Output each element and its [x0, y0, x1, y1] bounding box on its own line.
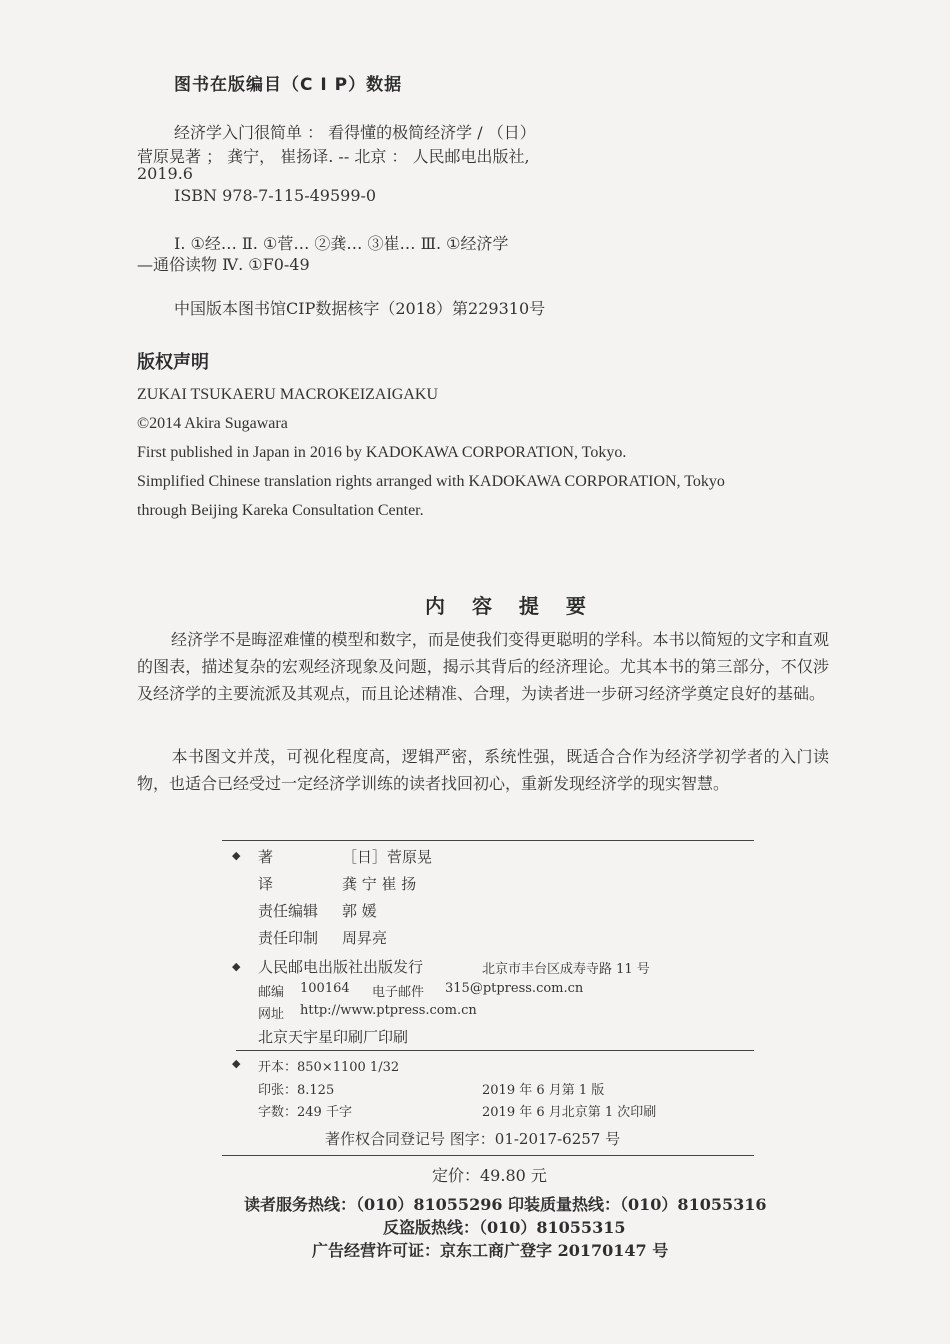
- info-middle-rule: [236, 1050, 754, 1051]
- cip-line-3: 2019.6: [137, 164, 193, 183]
- cip-classification-2: —通俗读物 Ⅳ. ①F0-49: [137, 255, 310, 274]
- email-label: 电子邮件: [372, 985, 425, 1000]
- editor-label: 责任编辑: [258, 902, 319, 920]
- book-format: 开本：850×1100 1/32: [258, 1060, 400, 1075]
- printed-sheets: 印张：8.125: [258, 1083, 335, 1098]
- info-bottom-rule: [222, 1155, 754, 1156]
- copyright-line: Simplified Chinese translation rights arranged with KADOKAWA CORPORATION, Tokyo: [137, 473, 725, 490]
- publisher: 人民邮电出版社出版发行: [258, 958, 424, 976]
- printing-manager-value: 周昇亮: [342, 929, 388, 947]
- anti-piracy-hotline: 反盗版热线：（010）81055315: [383, 1218, 626, 1237]
- cip-isbn: ISBN 978-7-115-49599-0: [174, 186, 377, 205]
- email-value: 315@ptpress.com.cn: [445, 981, 584, 996]
- info-top-rule: [222, 840, 754, 841]
- translator-label: 译: [258, 875, 274, 893]
- copyright-line: ©2014 Akira Sugawara: [137, 415, 288, 432]
- cip-title: 图书在版编目（C I P）数据: [174, 75, 403, 95]
- editor-value: 郭 媛: [342, 902, 377, 920]
- copyright-line: ZUKAI TSUKAERU MACROKEIZAIGAKU: [137, 386, 439, 403]
- website-value: http://www.ptpress.com.cn: [300, 1003, 477, 1018]
- author-label: 著: [258, 848, 274, 866]
- cip-line-1: 经济学入门很简单 ： 看得懂的极简经济学 / （日）: [174, 123, 536, 142]
- word-count: 字数：249 千字: [258, 1105, 352, 1120]
- printer: 北京天宇星印刷厂印刷: [258, 1028, 409, 1046]
- website-label: 网址: [258, 1007, 285, 1022]
- summary-heading: 内 容 提 要: [425, 594, 596, 618]
- diamond-bullet-icon: ◆: [232, 849, 241, 862]
- summary-paragraph-2-text: 本书图文并茂，可视化程度高，逻辑严密，系统性强，既适合合作为经济学初学者的入门读物，也适合已经受过一定经济学训练的读者找回初心，重新发现经济学的现实智慧。: [137, 747, 829, 793]
- copyright-line: through Beijing Kareka Consultation Center.: [137, 502, 424, 519]
- cip-classification-1: Ⅰ. ①经… Ⅱ. ①菅… ②龚… ③崔… Ⅲ. ①经济学: [174, 234, 509, 253]
- reader-hotlines: 读者服务热线：（010）81055296 印装质量热线：（010）81055316: [244, 1195, 767, 1214]
- price: 定价：49.80 元: [432, 1166, 547, 1185]
- summary-paragraph-2: [137, 743, 829, 797]
- postcode-label: 邮编: [258, 985, 285, 1000]
- summary-paragraph-1-text: 经济学不是晦涩难懂的模型和数字，而是使我们变得更聪明的学科。本书以简短的文字和直观的图表，描述复杂的宏观经济现象及问题，揭示其背后的经济理论。尤其本书的第三部分，不仅涉及经济学的主要流派及其观点，而且论述精准、合理，为读者进一步研习经济学奠定良好的基础。: [137, 630, 829, 703]
- summary-paragraph-1: [137, 626, 829, 707]
- copyright-heading: 版权声明: [137, 352, 209, 373]
- postcode-value: 100164: [300, 981, 350, 996]
- cip-library-number: 中国版本图书馆CIP数据核字（2018）第229310号: [174, 299, 546, 318]
- advertising-license: 广告经营许可证：京东工商广登字 20170147 号: [312, 1241, 669, 1260]
- copyright-line: First published in Japan in 2016 by KADOKAWA CORPORATION, Tokyo.: [137, 444, 627, 461]
- diamond-bullet-icon: ◆: [232, 1057, 241, 1070]
- cip-line-2: 菅原晃著 ； 龚宁， 崔扬译. -- 北京 ： 人民邮电出版社,: [137, 147, 530, 166]
- print-run: 2019 年 6 月北京第 1 次印刷: [482, 1105, 657, 1120]
- copyright-contract-number: 著作权合同登记号 图字：01-2017-6257 号: [325, 1130, 621, 1148]
- diamond-bullet-icon: ◆: [232, 960, 241, 973]
- author-value: ［日］菅原晃: [342, 848, 433, 866]
- edition: 2019 年 6 月第 1 版: [482, 1083, 605, 1098]
- translator-value: 龚 宁 崔 扬: [342, 875, 417, 893]
- printing-manager-label: 责任印制: [258, 929, 319, 947]
- publisher-address: 北京市丰台区成寿寺路 11 号: [482, 962, 650, 977]
